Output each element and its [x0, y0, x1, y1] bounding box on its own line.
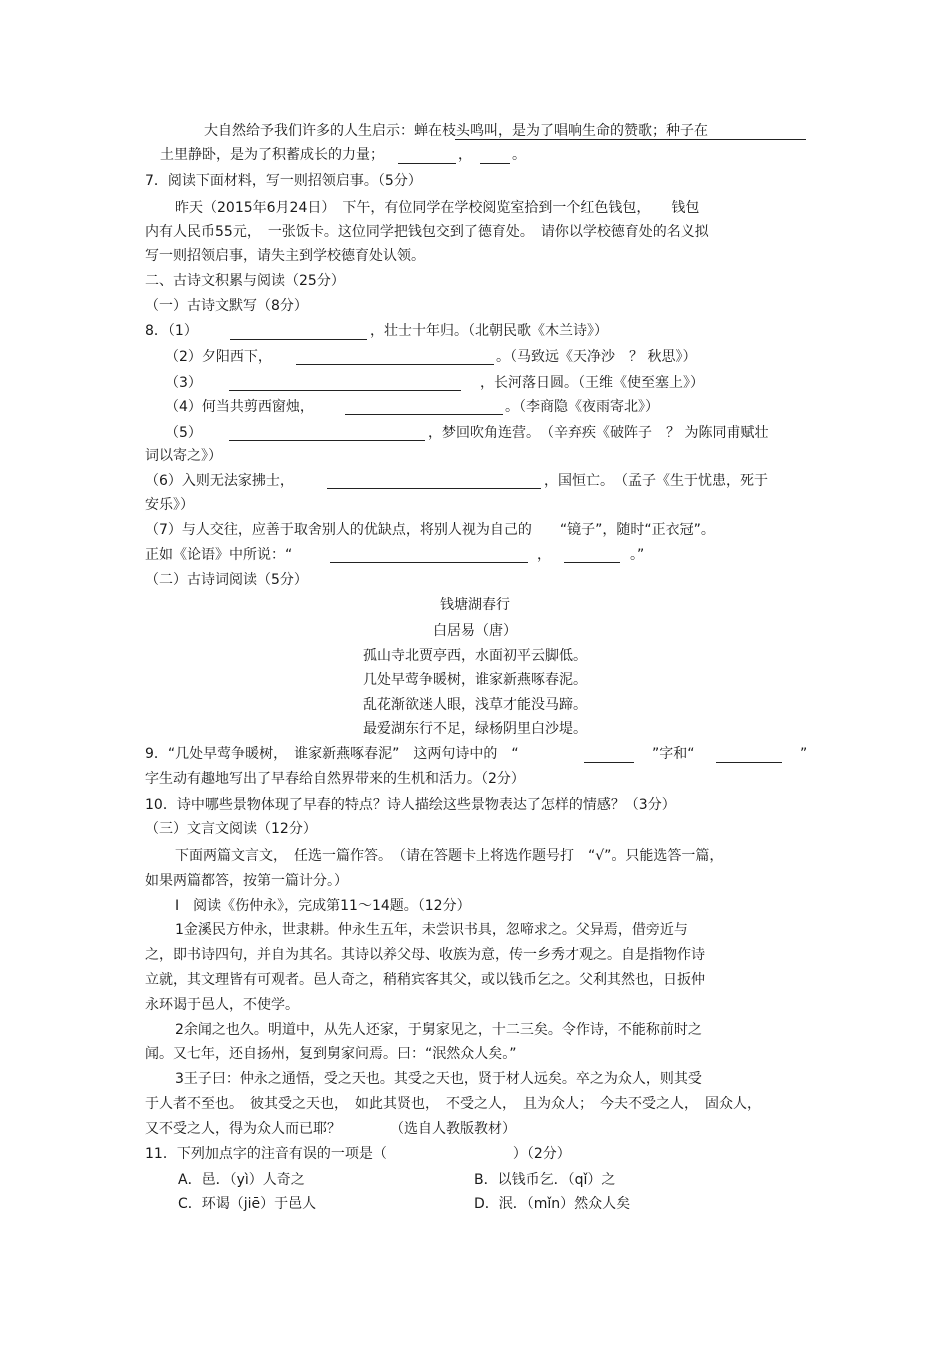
- poem-line: 几处早莺争暖树，谁家新燕啄春泥。: [363, 672, 587, 688]
- subsection3-title: （三）文言文阅读（12分）: [145, 821, 317, 837]
- q7-para-line3: 写一则招领启事，请失主到学校德育处认领。: [145, 248, 425, 264]
- q11-option-d[interactable]: D．泯．（mǐn）然众人矣: [474, 1196, 631, 1212]
- q10-text: 10．诗中哪些景物体现了早春的特点？诗人描绘这些景物表达了怎样的情感？（3分）: [145, 797, 676, 813]
- q6-line1: 大自然给予我们许多的人生启示：蝉在枝头鸣叫，是为了唱响生命的赞歌；种子在: [204, 123, 708, 139]
- reading-1-title: Ⅰ 阅读《伤仲永》，完成第11～14题。（12分）: [175, 898, 471, 914]
- q8-6-label: （6）入则无法家拂士，: [145, 473, 294, 489]
- q8-6-source-cont: 安乐》）: [145, 497, 194, 513]
- q8-1-blank[interactable]: [230, 339, 367, 340]
- q9-blank-1[interactable]: [584, 762, 634, 763]
- q8-7-blank-1[interactable]: [330, 562, 528, 563]
- q9-end-quote: ”: [800, 746, 808, 762]
- q6-comma: ，: [458, 147, 472, 163]
- poem-title: 钱塘湖春行: [440, 597, 510, 613]
- q9-blank-2[interactable]: [716, 762, 782, 763]
- q8-2-source: 。（马致远《天净沙 ？ 秋思》）: [496, 349, 697, 365]
- q11-option-c[interactable]: C．环谒（jiē）于邑人: [178, 1196, 317, 1212]
- q8-7-end: 。”: [630, 547, 645, 563]
- q8-5-label: （5）: [165, 425, 202, 441]
- q8-1-label: 8．（1）: [145, 323, 198, 339]
- text-line: 永环谒于邑人，不使学。: [145, 997, 299, 1013]
- q8-7-line1: （7）与人交往，应善于取舍别人的优缺点，将别人视为自己的 “镜子”，随时“正衣冠”。: [145, 522, 715, 538]
- q8-6-source: ，国恒亡。 （孟子《生于忧患，死于: [544, 473, 768, 489]
- q8-7-blank-2[interactable]: [564, 562, 620, 563]
- text-line: 3王子曰：仲永之通悟，受之天也。其受之天也，贤于材人远矣。卒之为众人，则其受: [175, 1071, 702, 1087]
- q6-underline-top: [455, 139, 806, 140]
- q7-para-line2: 内有人民币55元， 一张饭卡。这位同学把钱包交到了德育处。 请你以学校德育处的名义拟: [145, 224, 709, 240]
- q8-2-label: （2）夕阳西下，: [165, 349, 272, 365]
- text-line: 闻。又七年，还自扬州，复到舅家问焉。曰：“泯然众人矣。”: [145, 1046, 517, 1062]
- q8-3-label: （3）: [165, 375, 202, 391]
- q11-option-b[interactable]: B．以钱币乞．（qǐ）之: [474, 1172, 616, 1188]
- q8-5-source-cont: 词以寄之》）: [145, 448, 222, 464]
- q6-blank-2[interactable]: [480, 163, 510, 164]
- q9-mid: ”字和“: [652, 746, 695, 762]
- text-line: 又不受之人，得为众人而已耶？ （选自人教版教材）: [145, 1121, 516, 1137]
- q9-text: 9．“几处早莺争暖树， 谁家新燕啄春泥” 这两句诗中的 “: [145, 746, 519, 762]
- instructions-line2: 如果两篇都答，按第一篇计分。）: [145, 873, 348, 889]
- text-line: 立就，其文理皆有可观者。邑人奇之，稍稍宾客其父，或以钱币乞之。父利其然也，日扳仲: [145, 972, 705, 988]
- q8-4-blank[interactable]: [345, 414, 503, 415]
- text-line: 之，即书诗四句，并自为其名。其诗以养父母、收族为意，传一乡秀才观之。自是指物作诗: [145, 947, 705, 963]
- q6-period: 。: [512, 147, 526, 163]
- poem-line: 乱花渐欲迷人眼，浅草才能没马蹄。: [363, 697, 587, 713]
- poem-author: 白居易（唐）: [433, 623, 517, 639]
- q8-1-source: ，壮士十年归。（北朝民歌《木兰诗》）: [370, 323, 608, 339]
- q11-option-a[interactable]: A．邑．（yì）人奇之: [178, 1172, 305, 1188]
- q8-4-source: 。（李商隐《夜雨寄北》）: [505, 399, 659, 415]
- q9-text-cont: 字生动有趣地写出了早春给自然界带来的生机和活力。（2分）: [145, 771, 525, 787]
- instructions-line1: 下面两篇文言文， 任选一篇作答。 （请在答题卡上将选作题号打 “√”。只能选答一篇，: [175, 848, 724, 864]
- q8-7-label: 正如《论语》中所说：“: [145, 547, 293, 563]
- q7-title: 7．阅读下面材料，写一则招领启事。（5分）: [145, 173, 422, 189]
- q8-3-source: ，长河落日圆。（王维《使至塞上》）: [480, 375, 704, 391]
- q8-7-comma: ，: [537, 547, 551, 563]
- q8-2-blank[interactable]: [296, 364, 494, 365]
- q11-text: 11．下列加点字的注音有误的一项是（ ）（2分）: [145, 1146, 571, 1162]
- q8-5-source: ，梦回吹角连营。 （辛弃疾《破阵子 ？ 为陈同甫赋壮: [428, 425, 769, 441]
- poem-line: 最爱湖东行不足，绿杨阴里白沙堤。: [363, 721, 587, 737]
- q7-para-line1: 昨天（2015年6月24日） 下午，有位同学在学校阅览室拾到一个红色钱包， 钱包: [175, 200, 700, 216]
- section2-title: 二、古诗文积累与阅读（25分）: [145, 273, 345, 289]
- text-line: 2余闻之也久。明道中，从先人还家，于舅家见之，十二三矣。令作诗，不能称前时之: [175, 1022, 702, 1038]
- q8-5-blank[interactable]: [229, 440, 425, 441]
- subsection1-title: （一）古诗文默写（8分）: [145, 298, 308, 314]
- q6-blank-1[interactable]: [398, 163, 456, 164]
- text-line: 于人者不至也。 彼其受之天也， 如此其贤也， 不受之人， 且为众人； 今夫不受之人， 固众人，: [145, 1096, 761, 1112]
- subsection2-title: （二）古诗词阅读（5分）: [145, 572, 308, 588]
- text-line: 1金溪民方仲永，世隶耕。仲永生五年，未尝识书具，忽啼求之。父异焉，借旁近与: [175, 922, 688, 938]
- q8-4-label: （4）何当共剪西窗烛，: [165, 399, 314, 415]
- q8-3-blank[interactable]: [229, 390, 461, 391]
- q6-line2: 土里静卧，是为了积蓄成长的力量；: [160, 147, 384, 163]
- poem-line: 孤山寺北贾亭西，水面初平云脚低。: [363, 648, 587, 664]
- q8-6-blank[interactable]: [327, 488, 541, 489]
